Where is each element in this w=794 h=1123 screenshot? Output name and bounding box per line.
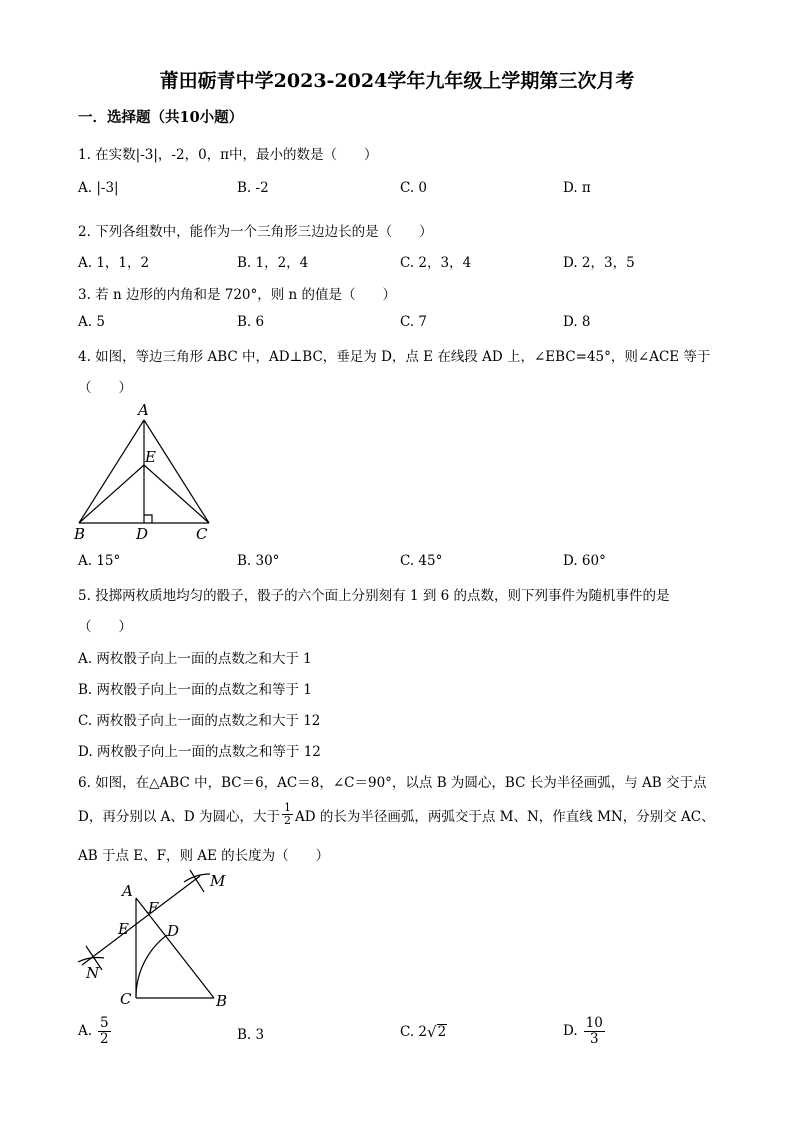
q4-option-d: D. 60°: [563, 553, 606, 569]
question-4-stem: 4. 如图，等边三角形 ABC 中，AD⊥BC，垂足为 D，点 E 在线段 AD 上，∠EBC=45°，则∠ACE 等于: [78, 349, 711, 365]
q5-option-b: B. 两枚骰子向上一面的点数之和等于 1: [78, 682, 312, 698]
q6-option-c-sqrt: [427, 1024, 447, 1040]
q4-label-b: B: [74, 525, 86, 543]
q4-option-b: B. 30°: [237, 553, 280, 569]
q3-option-b: B. 6: [237, 314, 265, 330]
q5-option-a: A. 两枚骰子向上一面的点数之和大于 1: [78, 651, 312, 667]
q6-option-a-fraction: [98, 1016, 111, 1047]
q4-triangle-figure: [70, 400, 220, 545]
q3-option-d: D. 8: [563, 314, 591, 330]
q1-option-c: C. 0: [400, 180, 428, 196]
q6-option-c-radicand: 2: [437, 1024, 447, 1041]
q6-stem2-post: AD 的长为半径画弧，两弧交于点 M、N，作直线 MN，分别交 AC、: [294, 808, 715, 825]
q1-option-d: D. π: [563, 180, 591, 196]
q6-label-f: F: [148, 899, 159, 917]
q6-option-d-fraction: [584, 1016, 605, 1047]
q4-line-ac: [144, 420, 209, 523]
q6-label-a: A: [122, 882, 133, 900]
q6-option-c: [400, 1024, 447, 1040]
question-6-stem-line-2: [78, 802, 715, 827]
question-4-stem-bracket: （ ）: [78, 380, 132, 396]
q6-option-c-prefix: C. 2: [400, 1024, 428, 1040]
q1-option-b: B. -2: [237, 180, 269, 196]
q4-label-e: E: [145, 448, 156, 466]
q6-line-mn: [82, 876, 200, 965]
q6-triangle-figure: [72, 866, 242, 1016]
q6-label-b: B: [216, 992, 228, 1010]
q5-option-d: D. 两枚骰子向上一面的点数之和等于 12: [78, 744, 321, 760]
q6-option-d: [563, 1016, 607, 1047]
sqrt-symbol-icon: √: [427, 1023, 437, 1041]
q4-right-angle-mark: [144, 515, 152, 523]
q6-option-a: [78, 1016, 113, 1047]
q6-arc-m-1: [190, 870, 204, 892]
q6-option-d-denominator: 3: [589, 1030, 599, 1047]
q6-arc-n-2: [78, 958, 104, 963]
q4-line-ab: [79, 420, 144, 523]
q6-option-d-prefix: D.: [563, 1023, 578, 1040]
q6-option-a-numerator: 5: [100, 1015, 109, 1031]
q2-option-a: A. 1，1，2: [78, 255, 150, 271]
q2-option-d: D. 2，3，5: [563, 255, 635, 271]
q6-option-b: B. 3: [237, 1027, 265, 1043]
q6-half-numerator: 1: [283, 801, 291, 814]
q4-label-c: C: [196, 525, 208, 543]
question-6-stem-line-3: AB 于点 E、F，则 AE 的长度为（ ）: [78, 848, 330, 864]
page-title: 莆田砺青中学2023-2024学年九年级上学期第三次月考: [159, 70, 635, 92]
q4-line-be: [79, 465, 144, 523]
q2-option-c: C. 2，3，4: [400, 255, 472, 271]
q6-label-n: N: [86, 964, 100, 982]
q3-option-c: C. 7: [400, 314, 428, 330]
q6-label-c: C: [120, 990, 132, 1008]
section-heading: 一．选择题（共10小题）: [78, 109, 244, 126]
q6-arc-b: [136, 935, 167, 998]
q6-half-fraction: [282, 802, 293, 827]
q6-option-a-prefix: A.: [78, 1023, 93, 1040]
q6-label-e: E: [118, 920, 129, 938]
q5-option-c: C. 两枚骰子向上一面的点数之和大于 12: [78, 713, 321, 729]
q4-option-a: A. 15°: [78, 553, 121, 569]
question-6-stem: 6. 如图，在△ABC 中，BC＝6，AC＝8，∠C＝90°，以点 B 为圆心，BC 长为半径画弧，与 AB 交于点: [78, 775, 707, 791]
question-2-stem: 2. 下列各组数中，能作为一个三角形三边边长的是（ ）: [78, 224, 433, 240]
q2-option-b: B. 1，2，4: [237, 255, 309, 271]
q6-stem2-pre: D，再分别以 A、D 为圆心，大于: [78, 808, 280, 825]
q6-half-denominator: 2: [283, 814, 291, 828]
question-3-stem: 3. 若 n 边形的内角和是 720°，则 n 的值是（ ）: [78, 287, 397, 303]
q4-option-c: C. 45°: [400, 553, 443, 569]
q4-line-ec: [144, 465, 209, 523]
question-1-stem: 1. 在实数|-3|，-2，0，π中，最小的数是（ ）: [78, 147, 378, 163]
q1-option-a: A. |-3|: [78, 180, 119, 196]
q6-label-m: M: [210, 872, 226, 890]
question-5-stem-bracket: （ ）: [78, 619, 132, 635]
q6-option-a-denominator: 2: [100, 1030, 109, 1047]
q4-label-d: D: [136, 525, 149, 543]
question-5-stem: 5. 投掷两枚质地均匀的骰子，骰子的六个面上分别刻有 1 到 6 的点数，则下列事件为随机事件的是: [78, 588, 670, 604]
q6-label-d: D: [167, 922, 180, 940]
q6-option-d-numerator: 10: [585, 1015, 603, 1031]
q3-option-a: A. 5: [78, 314, 105, 330]
q4-label-a: A: [138, 401, 149, 419]
